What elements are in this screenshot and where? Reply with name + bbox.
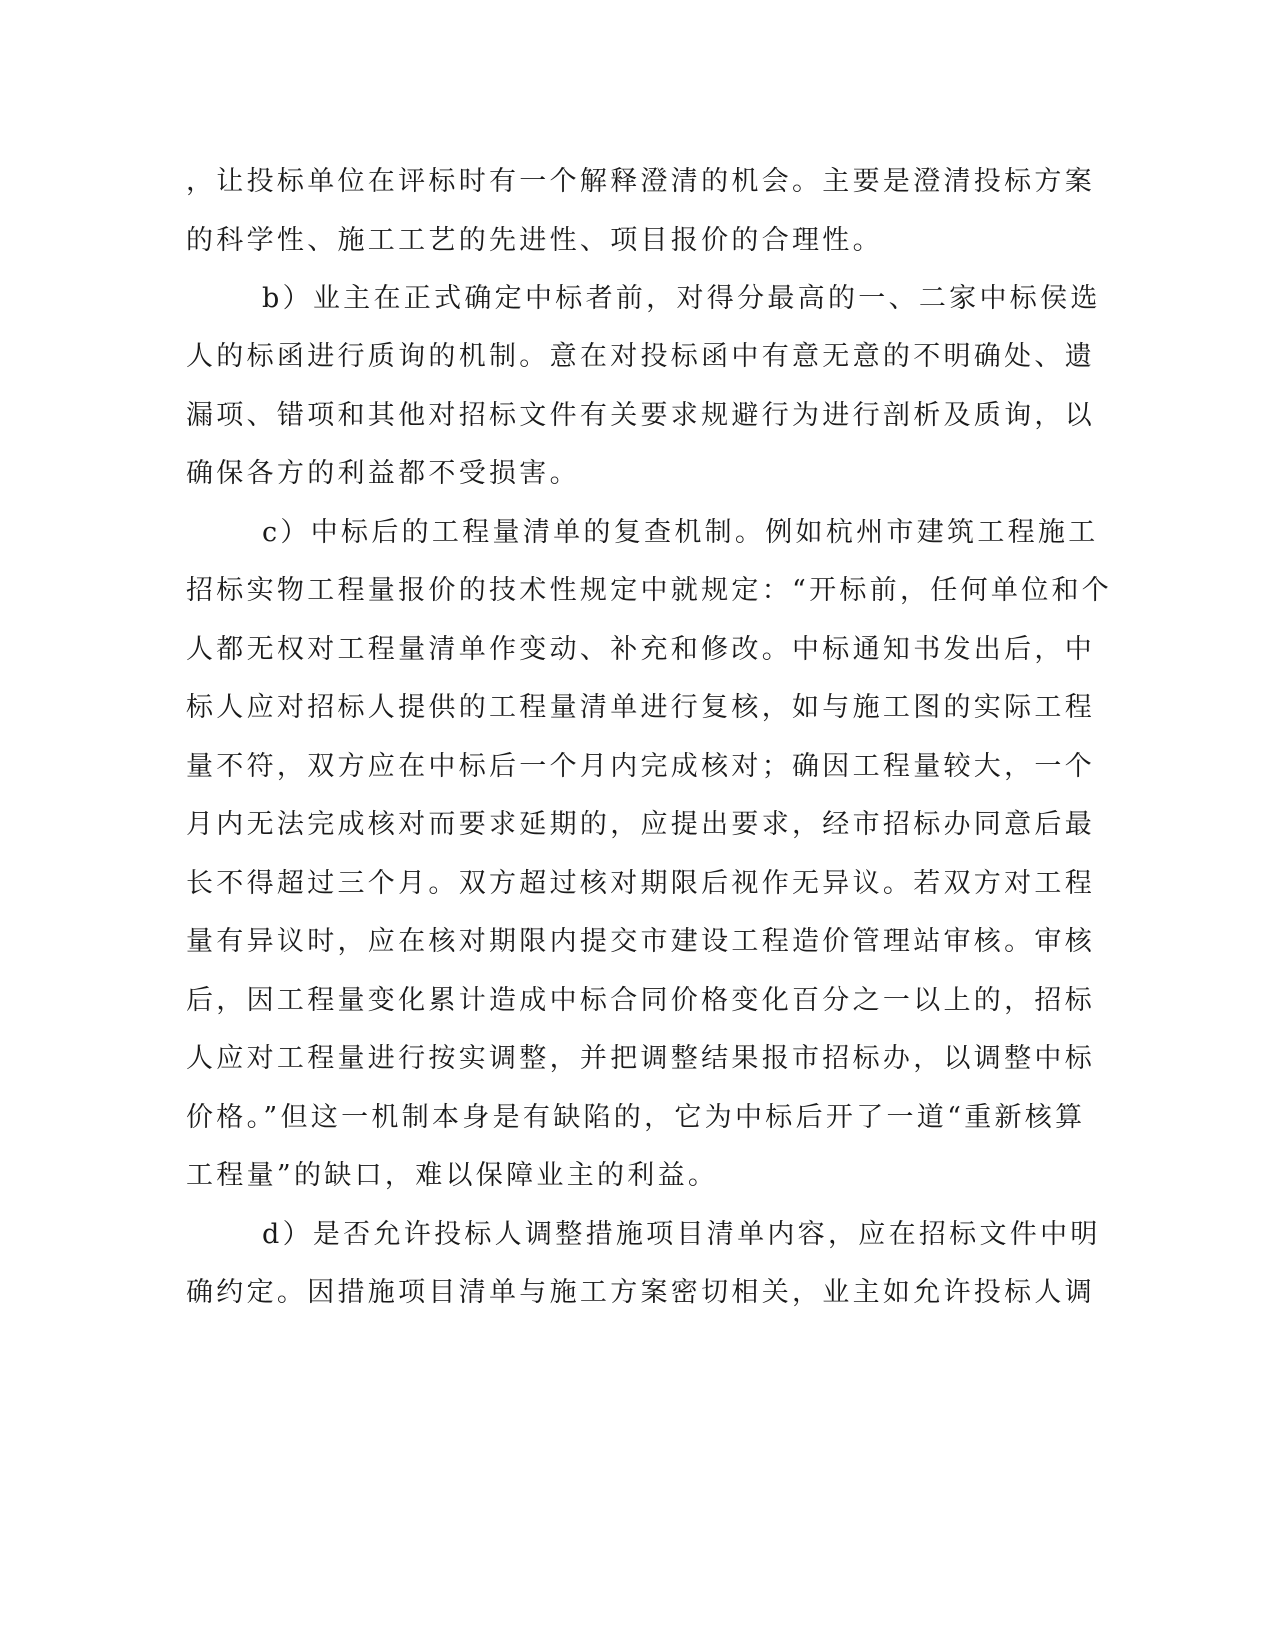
- text-line: 量不符，双方应在中标后一个月内完成核对；确因工程量较大，一个: [186, 751, 1095, 782]
- text-line: 确约定。因措施项目清单与施工方案密切相关，业主如允许投标人调: [186, 1277, 1095, 1308]
- paragraph-c-start: c）中标后的工程量清单的复查机制。例如杭州市建筑工程施工: [262, 517, 1099, 548]
- text-line: 量有异议时，应在核对期限内提交市建设工程造价管理站审核。审核: [186, 926, 1095, 957]
- text-line: ，让投标单位在评标时有一个解释澄清的机会。主要是澄清投标方案: [186, 166, 1095, 197]
- text-line: 人都无权对工程量清单作变动、补充和修改。中标通知书发出后，中: [186, 634, 1095, 665]
- text-line: 人的标函进行质询的机制。意在对投标函中有意无意的不明确处、遗: [186, 341, 1095, 372]
- paragraph-d-start: d）是否允许投标人调整措施项目清单内容，应在招标文件中明: [262, 1219, 1101, 1250]
- text-line: 招标实物工程量报价的技术性规定中就规定：“开标前，任何单位和个: [186, 575, 1113, 606]
- text-line: 月内无法完成核对而要求延期的，应提出要求，经市招标办同意后最: [186, 809, 1095, 840]
- text-line: 工程量”的缺口，难以保障业主的利益。: [186, 1160, 719, 1191]
- text-line: 确保各方的利益都不受损害。: [186, 458, 580, 489]
- text-line: 人应对工程量进行按实调整，并把调整结果报市招标办，以调整中标: [186, 1043, 1095, 1074]
- text-line: 漏项、错项和其他对招标文件有关要求规避行为进行剖析及质询，以: [186, 400, 1095, 431]
- text-line: 的科学性、施工工艺的先进性、项目报价的合理性。: [186, 225, 883, 256]
- paragraph-b-start: b）业主在正式确定中标者前，对得分最高的一、二家中标侯选: [262, 283, 1101, 314]
- text-line: 价格。”但这一机制本身是有缺陷的，它为中标后开了一道“重新核算: [186, 1102, 1086, 1133]
- text-line: 后，因工程量变化累计造成中标合同价格变化百分之一以上的，招标: [186, 985, 1095, 1016]
- text-line: 长不得超过三个月。双方超过核对期限后视作无异议。若双方对工程: [186, 868, 1095, 899]
- text-line: 标人应对招标人提供的工程量清单进行复核，如与施工图的实际工程: [186, 692, 1095, 723]
